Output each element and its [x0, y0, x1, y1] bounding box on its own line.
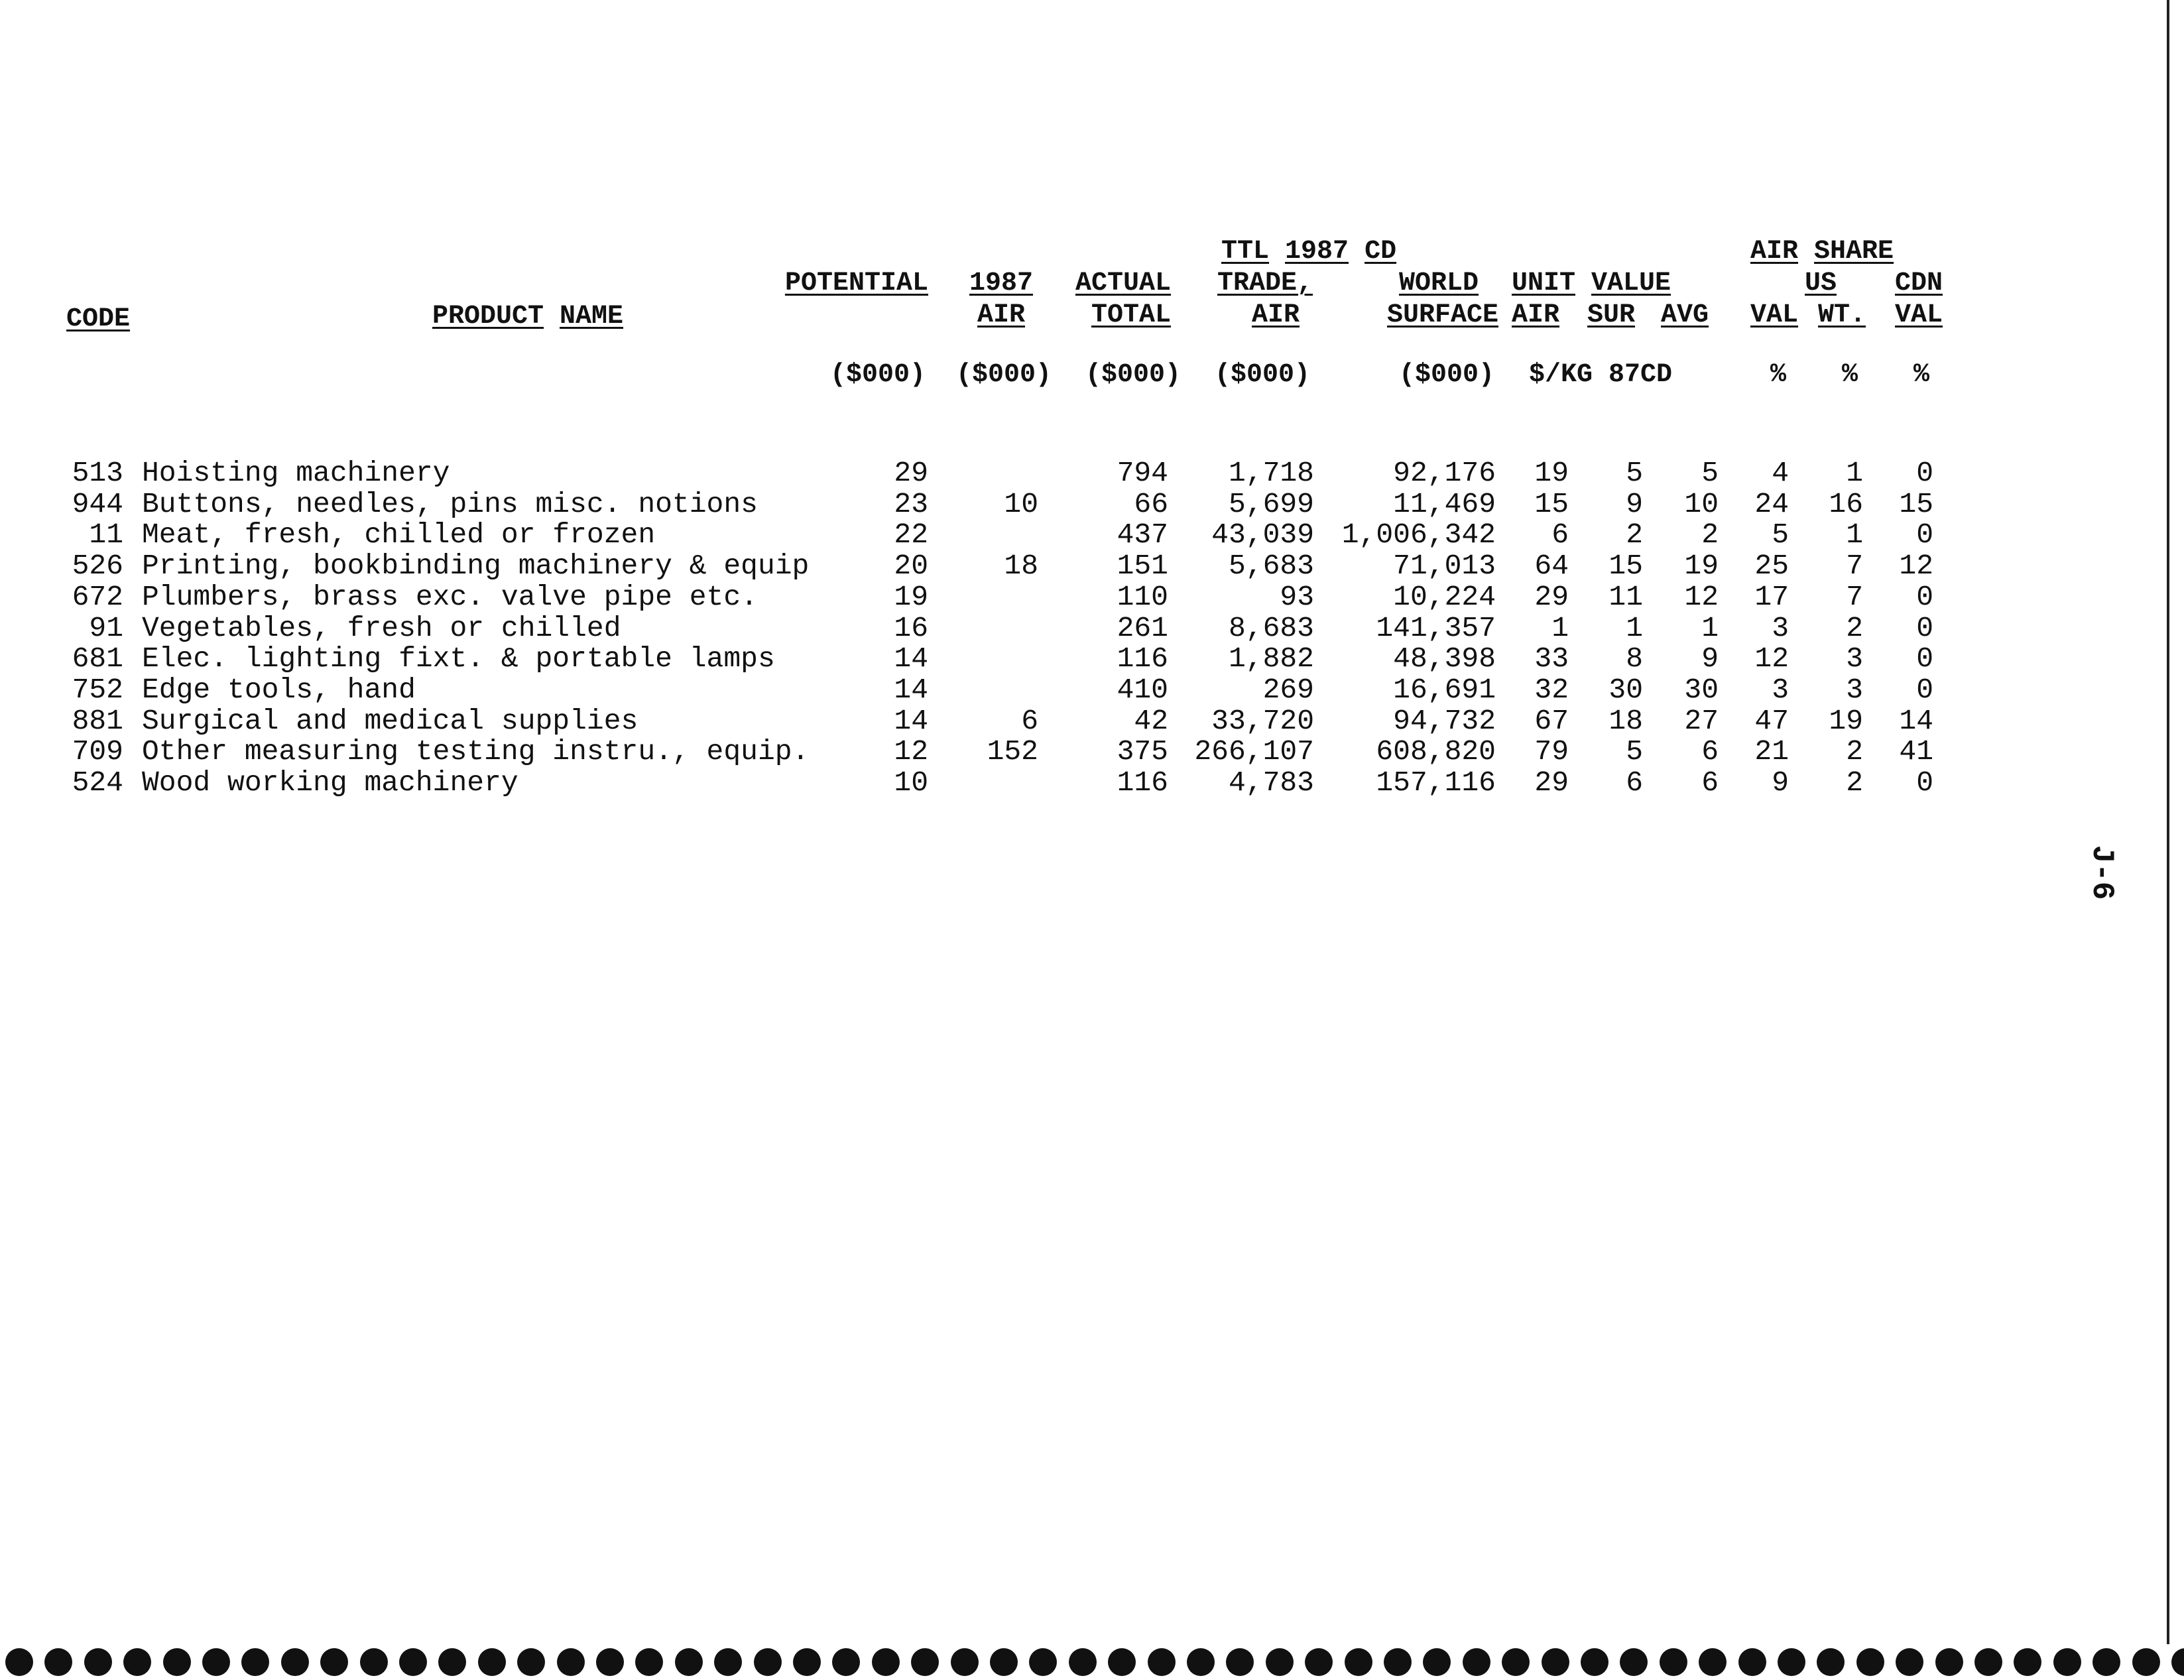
cell-potential: 29	[894, 457, 928, 489]
header-unit-value	[1512, 268, 1671, 300]
perforation-dot	[1738, 1648, 1766, 1676]
perforation-dot	[951, 1648, 979, 1676]
cell-uair: 29	[1534, 766, 1569, 799]
header-us: US	[1805, 269, 1837, 298]
cell-cdnval: 15	[1899, 487, 1933, 520]
perforation-dot	[1856, 1648, 1884, 1676]
cell-name: Wood working machinery	[142, 766, 518, 799]
perforation-dot	[2132, 1648, 2160, 1676]
perforation-dot	[1266, 1648, 1294, 1676]
cell-name: Printing, bookbinding machinery & equip	[142, 550, 810, 583]
header-us-wt: WT.	[1818, 300, 1866, 330]
cell-usur: 15	[1608, 550, 1643, 583]
cell-usur: 9	[1626, 487, 1643, 520]
cell-usval: 47	[1754, 704, 1789, 737]
perforation-dot	[2014, 1648, 2041, 1676]
perforation-dot	[1620, 1648, 1648, 1676]
perforation-dot	[2171, 1648, 2184, 1676]
perforation-dot	[320, 1648, 348, 1676]
cell-name: Vegetables, fresh or chilled	[142, 611, 621, 644]
header-ttl-word: TTL	[1221, 237, 1270, 267]
cell-world: 157,116	[1376, 766, 1496, 799]
cell-code: 526	[72, 550, 123, 583]
perforation-dot	[1896, 1648, 1923, 1676]
cell-code: 11	[89, 518, 123, 552]
cell-actual: 66	[1134, 487, 1168, 520]
header-air-share	[1750, 236, 1894, 268]
cell-uswt: 2	[1846, 611, 1863, 644]
perforation-dot	[1069, 1648, 1097, 1676]
cell-uair: 19	[1534, 457, 1569, 489]
cell-uavg: 10	[1684, 487, 1719, 520]
cell-uair: 64	[1534, 550, 1569, 583]
header-us-val: VAL	[1750, 300, 1799, 330]
cell-air: 18	[1004, 550, 1038, 583]
cell-actual: 116	[1117, 766, 1168, 799]
header-code: CODE	[66, 304, 131, 334]
perforation-dots	[0, 1644, 2184, 1680]
cell-actual: 261	[1117, 611, 1168, 644]
perforation-dot	[1660, 1648, 1687, 1676]
table-row	[0, 581, 2184, 613]
perforation-dot	[635, 1648, 663, 1676]
cell-uavg: 2	[1701, 518, 1719, 552]
cell-uswt: 16	[1829, 487, 1863, 520]
cell-usval: 24	[1754, 487, 1789, 520]
unit-trade: ($000)	[1214, 360, 1310, 390]
cell-uswt: 3	[1846, 673, 1863, 706]
header-ttl-line	[1221, 236, 1396, 268]
cell-air: 152	[987, 735, 1038, 768]
cell-trade: 5,699	[1228, 487, 1314, 520]
cell-uswt: 2	[1846, 735, 1863, 768]
perforation-dot	[399, 1648, 427, 1676]
cell-actual: 437	[1117, 518, 1168, 552]
cell-trade: 1,718	[1228, 457, 1314, 489]
cell-usur: 18	[1608, 704, 1643, 737]
cell-name: Elec. lighting fixt. & portable lamps	[142, 642, 775, 676]
cell-trade: 93	[1280, 580, 1314, 613]
cell-potential: 14	[894, 704, 928, 737]
cell-actual: 375	[1117, 735, 1168, 768]
cell-code: 709	[72, 735, 123, 768]
cell-actual: 110	[1117, 580, 1168, 613]
cell-actual: 794	[1117, 457, 1168, 489]
cell-code: 881	[72, 704, 123, 737]
table-row	[0, 457, 2184, 489]
cell-uair: 1	[1551, 611, 1569, 644]
cell-uavg: 19	[1684, 550, 1719, 583]
perforation-dot	[557, 1648, 585, 1676]
perforation-dot	[1108, 1648, 1136, 1676]
header-unit-sur: SUR	[1587, 300, 1636, 330]
perforation-dot	[5, 1648, 33, 1676]
cell-usur: 8	[1626, 642, 1643, 676]
unit-potential: ($000)	[829, 360, 926, 390]
cell-usval: 21	[1754, 735, 1789, 768]
cell-actual: 42	[1134, 704, 1168, 737]
cell-trade: 4,783	[1228, 766, 1314, 799]
cell-uavg: 6	[1701, 766, 1719, 799]
cell-trade: 1,882	[1228, 642, 1314, 676]
cell-cdnval: 41	[1899, 735, 1933, 768]
cell-uavg: 9	[1701, 642, 1719, 676]
perforation-dot	[754, 1648, 782, 1676]
header-share-word: SHARE	[1814, 237, 1894, 267]
cell-uavg: 1	[1701, 611, 1719, 644]
cell-uair: 33	[1534, 642, 1569, 676]
cell-uswt: 1	[1846, 518, 1863, 552]
page-edge-line	[2167, 0, 2169, 1644]
cell-uair: 15	[1534, 487, 1569, 520]
cell-uair: 79	[1534, 735, 1569, 768]
perforation-dot	[163, 1648, 191, 1676]
cell-trade: 266,107	[1194, 735, 1314, 768]
perforation-dot	[1345, 1648, 1372, 1676]
cell-actual: 116	[1117, 642, 1168, 676]
cell-cdnval: 0	[1916, 673, 1933, 706]
header-product-word: PRODUCT	[432, 302, 544, 331]
cell-trade: 33,720	[1211, 704, 1314, 737]
cell-code: 672	[72, 580, 123, 613]
cell-potential: 22	[894, 518, 928, 552]
perforation-dot	[202, 1648, 230, 1676]
perforation-dot	[872, 1648, 900, 1676]
cell-usur: 1	[1626, 611, 1643, 644]
table-row	[0, 674, 2184, 706]
header-actual-line2: TOTAL	[1091, 300, 1171, 330]
perforation-dot	[1581, 1648, 1608, 1676]
cell-uavg: 6	[1701, 735, 1719, 768]
cell-usval: 3	[1772, 673, 1789, 706]
header-ttl-year: 1987	[1285, 237, 1349, 267]
cell-world: 48,398	[1393, 642, 1496, 676]
cell-usval: 9	[1772, 766, 1789, 799]
perforation-dot	[1226, 1648, 1254, 1676]
cell-name: Other measuring testing instru., equip.	[142, 735, 810, 768]
cell-name: Edge tools, hand	[142, 673, 416, 706]
header-name-word: NAME	[560, 302, 624, 331]
table-row	[0, 705, 2184, 737]
perforation-dot	[911, 1648, 939, 1676]
cell-potential: 23	[894, 487, 928, 520]
perforation-dot	[1699, 1648, 1727, 1676]
perforation-dot	[1187, 1648, 1215, 1676]
perforation-dot	[44, 1648, 72, 1676]
perforation-dot	[714, 1648, 742, 1676]
table-row	[0, 519, 2184, 551]
cell-usur: 11	[1608, 580, 1643, 613]
cell-actual: 151	[1117, 550, 1168, 583]
table-row	[0, 767, 2184, 799]
header-ttl-cd: CD	[1365, 237, 1397, 267]
header-unit-air: AIR	[1512, 300, 1560, 330]
unit-us-val-pct: %	[1770, 360, 1787, 390]
cell-name: Surgical and medical supplies	[142, 704, 638, 737]
perforation-dot	[596, 1648, 624, 1676]
cell-uair: 29	[1534, 580, 1569, 613]
cell-world: 608,820	[1376, 735, 1496, 768]
cell-uswt: 1	[1846, 457, 1863, 489]
perforation-dot	[241, 1648, 269, 1676]
header-1987-air-line2: AIR	[977, 300, 1025, 330]
cell-usur: 6	[1626, 766, 1643, 799]
cell-cdnval: 0	[1916, 611, 1933, 644]
perforation-dot	[1935, 1648, 1963, 1676]
table-row	[0, 489, 2184, 520]
perforation-dot	[2053, 1648, 2081, 1676]
cell-code: 752	[72, 673, 123, 706]
header-potential: POTENTIAL	[784, 269, 928, 298]
unit-actual: ($000)	[1085, 360, 1181, 390]
cell-cdnval: 12	[1899, 550, 1933, 583]
cell-usval: 25	[1754, 550, 1789, 583]
cell-usval: 5	[1772, 518, 1789, 552]
cell-uavg: 5	[1701, 457, 1719, 489]
perforation-dot	[1463, 1648, 1490, 1676]
cell-trade: 8,683	[1228, 611, 1314, 644]
cell-world: 10,224	[1393, 580, 1496, 613]
cell-potential: 10	[894, 766, 928, 799]
perforation-dot	[1778, 1648, 1805, 1676]
header-world-line1: WORLD	[1398, 269, 1479, 298]
perforation-dot	[1502, 1648, 1530, 1676]
cell-world: 141,357	[1376, 611, 1496, 644]
cell-uair: 32	[1534, 673, 1569, 706]
cell-usur: 30	[1608, 673, 1643, 706]
perforation-dot	[793, 1648, 821, 1676]
perforation-dot	[990, 1648, 1018, 1676]
header-actual-line1: ACTUAL	[1075, 269, 1171, 298]
cell-potential: 19	[894, 580, 928, 613]
cell-name: Hoisting machinery	[142, 457, 450, 489]
perforation-dot	[1384, 1648, 1412, 1676]
perforation-dot	[123, 1648, 151, 1676]
perforation-dot	[281, 1648, 309, 1676]
table-row	[0, 643, 2184, 675]
cell-code: 524	[72, 766, 123, 799]
perforation-dot	[1817, 1648, 1845, 1676]
cell-name: Meat, fresh, chilled or frozen	[142, 518, 656, 552]
header-trade-line1: TRADE,	[1217, 269, 1313, 298]
cell-name: Buttons, needles, pins misc. notions	[142, 487, 758, 520]
cell-world: 71,013	[1393, 550, 1496, 583]
cell-cdnval: 0	[1916, 766, 1933, 799]
cell-cdnval: 14	[1899, 704, 1933, 737]
cell-usval: 17	[1754, 580, 1789, 613]
cell-potential: 14	[894, 673, 928, 706]
header-1987-air-line1: 1987	[969, 269, 1033, 298]
perforation-dot	[1029, 1648, 1057, 1676]
cell-world: 16,691	[1393, 673, 1496, 706]
table-row	[0, 613, 2184, 644]
unit-cdn-val-pct: %	[1913, 360, 1930, 390]
cell-world: 11,469	[1393, 487, 1496, 520]
cell-potential: 20	[894, 550, 928, 583]
cell-uswt: 3	[1846, 642, 1863, 676]
cell-uavg: 27	[1684, 704, 1719, 737]
perforation-dot	[2093, 1648, 2120, 1676]
perforation-dot	[675, 1648, 703, 1676]
cell-actual: 410	[1117, 673, 1168, 706]
cell-world: 94,732	[1393, 704, 1496, 737]
unit-world: ($000)	[1398, 360, 1494, 390]
perforation-dot	[1305, 1648, 1333, 1676]
header-cdn-val: VAL	[1895, 300, 1943, 330]
cell-cdnval: 0	[1916, 518, 1933, 552]
cell-code: 513	[72, 457, 123, 489]
cell-world: 92,176	[1393, 457, 1496, 489]
cell-uswt: 2	[1846, 766, 1863, 799]
header-product-name	[432, 301, 623, 333]
perforation-dot	[832, 1648, 860, 1676]
cell-uair: 6	[1551, 518, 1569, 552]
header-cdn: CDN	[1895, 269, 1943, 298]
cell-uswt: 7	[1846, 550, 1863, 583]
perforation-dot	[517, 1648, 545, 1676]
cell-cdnval: 0	[1916, 457, 1933, 489]
cell-potential: 14	[894, 642, 928, 676]
header-air-word: AIR	[1750, 237, 1799, 267]
cell-uavg: 30	[1684, 673, 1719, 706]
cell-trade: 5,683	[1228, 550, 1314, 583]
header-value-word: VALUE	[1591, 269, 1671, 298]
unit-1987-air: ($000)	[955, 360, 1052, 390]
cell-air: 6	[1021, 704, 1038, 737]
cell-trade: 269	[1262, 673, 1314, 706]
perforation-dot	[1423, 1648, 1451, 1676]
cell-uswt: 7	[1846, 580, 1863, 613]
cell-usur: 5	[1626, 735, 1643, 768]
cell-uswt: 19	[1829, 704, 1863, 737]
header-unit-word: UNIT	[1512, 269, 1576, 298]
perforation-dot	[478, 1648, 506, 1676]
page-label: J-6	[2085, 845, 2119, 900]
cell-usval: 3	[1772, 611, 1789, 644]
cell-potential: 12	[894, 735, 928, 768]
cell-uavg: 12	[1684, 580, 1719, 613]
cell-usur: 5	[1626, 457, 1643, 489]
header-unit-avg: AVG	[1661, 300, 1709, 330]
cell-cdnval: 0	[1916, 642, 1933, 676]
cell-usur: 2	[1626, 518, 1643, 552]
perforation-dot	[84, 1648, 112, 1676]
perforation-dot	[360, 1648, 388, 1676]
cell-name: Plumbers, brass exc. valve pipe etc.	[142, 580, 758, 613]
cell-code: 944	[72, 487, 123, 520]
cell-usval: 12	[1754, 642, 1789, 676]
cell-code: 681	[72, 642, 123, 676]
perforation-dot	[1148, 1648, 1176, 1676]
cell-air: 10	[1004, 487, 1038, 520]
cell-usval: 4	[1772, 457, 1789, 489]
cell-trade: 43,039	[1211, 518, 1314, 552]
perforation-dot	[1974, 1648, 2002, 1676]
perforation-dot	[438, 1648, 466, 1676]
unit-value-per-kg: $/KG 87CD	[1529, 360, 1673, 390]
header-world-line2: SURFACE	[1386, 300, 1498, 330]
table-row	[0, 736, 2184, 768]
header-trade-line2: AIR	[1251, 300, 1300, 330]
cell-cdnval: 0	[1916, 580, 1933, 613]
unit-us-wt-pct: %	[1842, 360, 1858, 390]
table-row	[0, 550, 2184, 582]
cell-uair: 67	[1534, 704, 1569, 737]
cell-world: 1,006,342	[1341, 518, 1496, 552]
cell-code: 91	[89, 611, 123, 644]
cell-potential: 16	[894, 611, 928, 644]
perforation-dot	[1542, 1648, 1569, 1676]
